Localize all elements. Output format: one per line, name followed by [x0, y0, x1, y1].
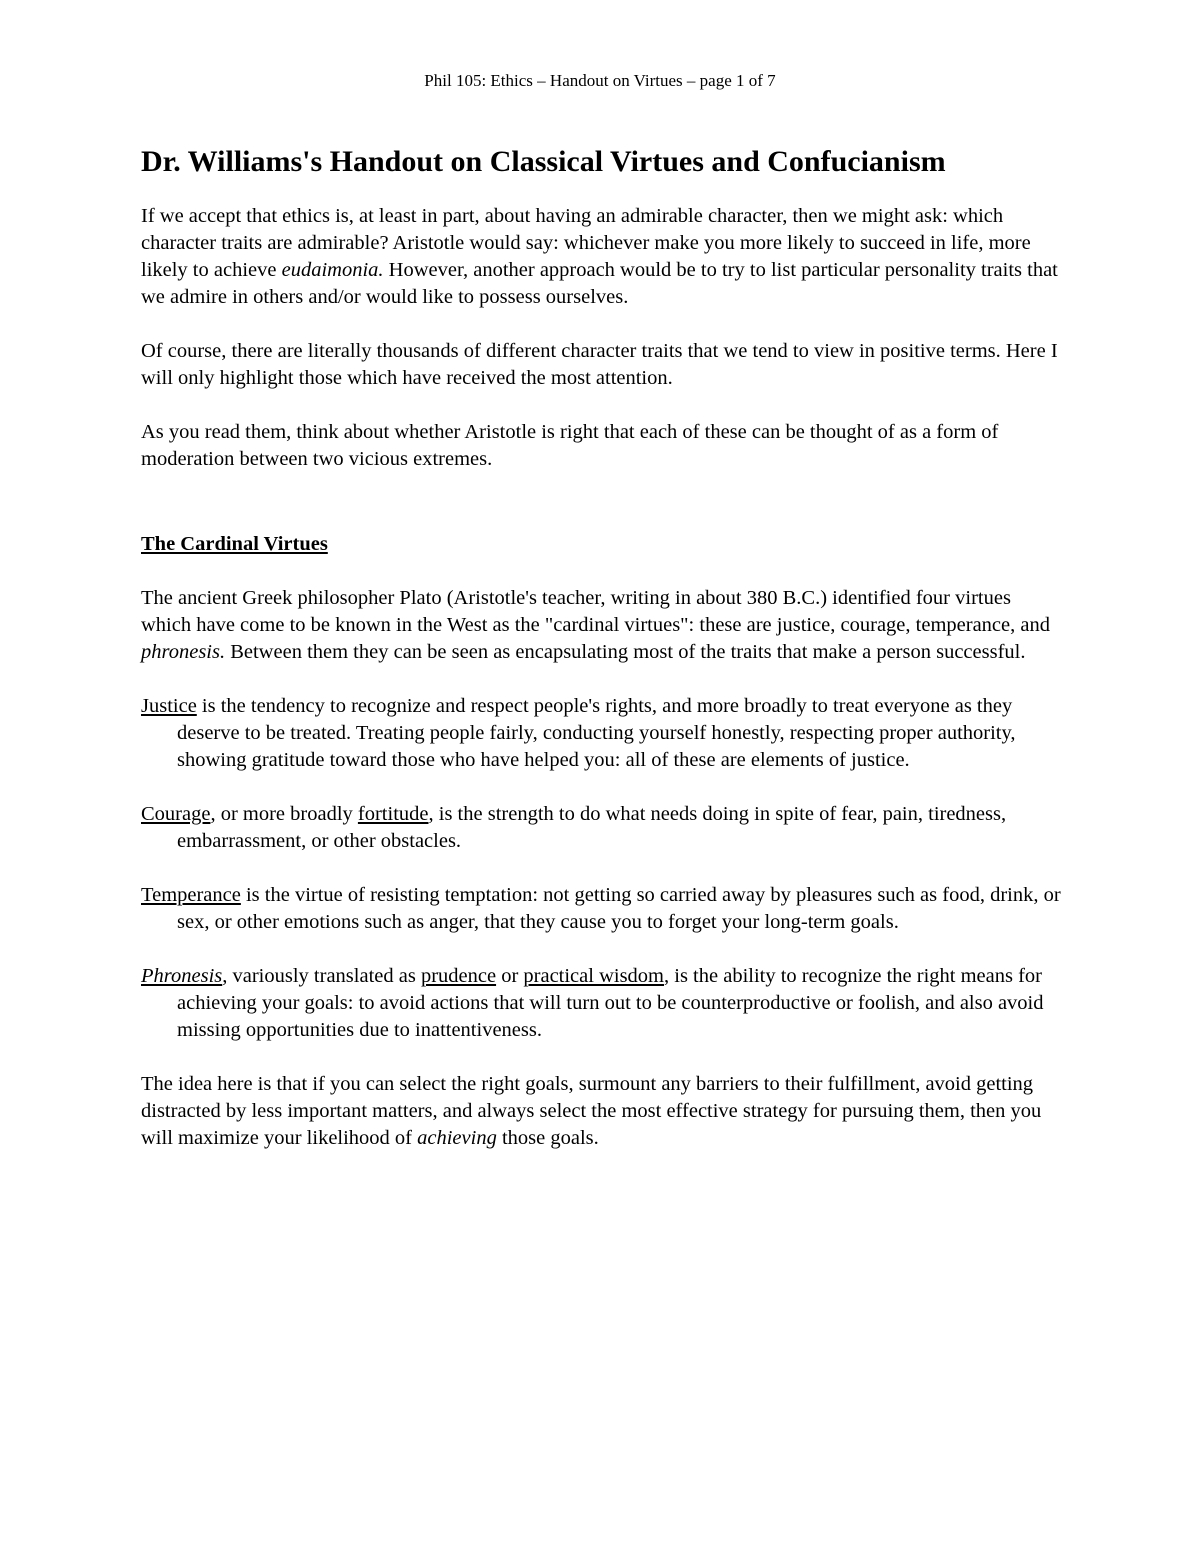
definition-temperance [141, 882, 1066, 936]
term-phronesis-inline: phronesis. [141, 641, 226, 663]
term-justice: Justice [141, 695, 197, 717]
conclusion-text-b: those goals. [496, 1127, 599, 1149]
cardinal-intro-text-b: Between them they can be seen as encapsulating most of the traits that make a person successful. [225, 641, 1026, 663]
term-fortitude: fortitude [357, 803, 429, 825]
cardinal-intro-paragraph [141, 585, 1066, 666]
term-achieving: achieving [417, 1127, 497, 1149]
term-prudence: prudence [420, 965, 497, 987]
term-eudaimonia: eudaimonia. [281, 259, 384, 281]
temperance-text: is the virtue of resisting temptation: not getting so carried away by pleasures such as food, drink, or sex, or other emotions such as anger, that they cause you to forget your long-term goals. [177, 884, 1061, 933]
running-header: Phil 105: Ethics – Handout on Virtues – page 1 of 7 [424, 71, 776, 90]
definition-courage [141, 801, 1066, 855]
conclusion-text-a: The idea here is that if you can select the right goals, surmount any barriers to their fulfillment, avoid getting distracted by less important matters, and always select the most effective strategy for pursuing them, then you will maximize your likelihood of [141, 1073, 1042, 1149]
phronesis-text-c: , is the ability to recognize the right means for achieving your goals: to avoid actions that will turn out to be counterproductive or foolish, and also avoid missing opportunities due to inattentiveness. [177, 965, 1044, 1041]
term-courage: Courage [141, 803, 211, 825]
intro-p1-text-b: However, another approach would be to try to list particular personality traits that we admire in others and/or would like to possess ourselves. [141, 259, 1058, 308]
section-heading-cardinal-virtues: The Cardinal Virtues [141, 533, 328, 555]
definition-phronesis [141, 963, 1066, 1044]
intro-paragraph-3: As you read them, think about whether Aristotle is right that each of these can be thought of as a form of moderation between two vicious extremes. [141, 421, 999, 470]
definition-justice [141, 693, 1066, 774]
intro-paragraph-2: Of course, there are literally thousands of different character traits that we tend to view in positive terms. Here I will only highlight those which have received the most attention. [141, 340, 1058, 389]
phronesis-text-b: or [496, 965, 524, 987]
intro-paragraph-1 [141, 203, 1066, 311]
justice-text: is the tendency to recognize and respect people's rights, and more broadly to treat everyone as they deserve to be treated. Treating people fairly, conducting yourself honestly, respecting proper authority, showing gratitude toward those who have helped you: all of these are elements of justice. [177, 695, 1016, 771]
page-title: Dr. Williams's Handout on Classical Virtues and Confucianism [141, 145, 946, 178]
document-body [141, 143, 1066, 1179]
conclusion-paragraph [141, 1071, 1066, 1152]
courage-text-a: , or more broadly [210, 803, 358, 825]
term-temperance: Temperance [141, 884, 241, 906]
cardinal-intro-text-a: The ancient Greek philosopher Plato (Aristotle's teacher, writing in about 380 B.C.) identified four virtues which have come to be known in the West as the "cardinal virtues": these are justice, courage, temperance, and [141, 587, 1050, 636]
phronesis-text-a: , variously translated as [222, 965, 421, 987]
term-phronesis: Phronesis [141, 965, 223, 987]
term-practical-wisdom: practical wisdom [523, 965, 664, 987]
courage-text-b: , is the strength to do what needs doing in spite of fear, pain, tiredness, embarrassment, or other obstacles. [177, 803, 1007, 852]
intro-p1-text-a: If we accept that ethics is, at least in part, about having an admirable character, then we might ask: which character traits are admirable? Aristotle would say: whichever make you more likely to succeed in life, more likely to achieve [141, 205, 1031, 281]
